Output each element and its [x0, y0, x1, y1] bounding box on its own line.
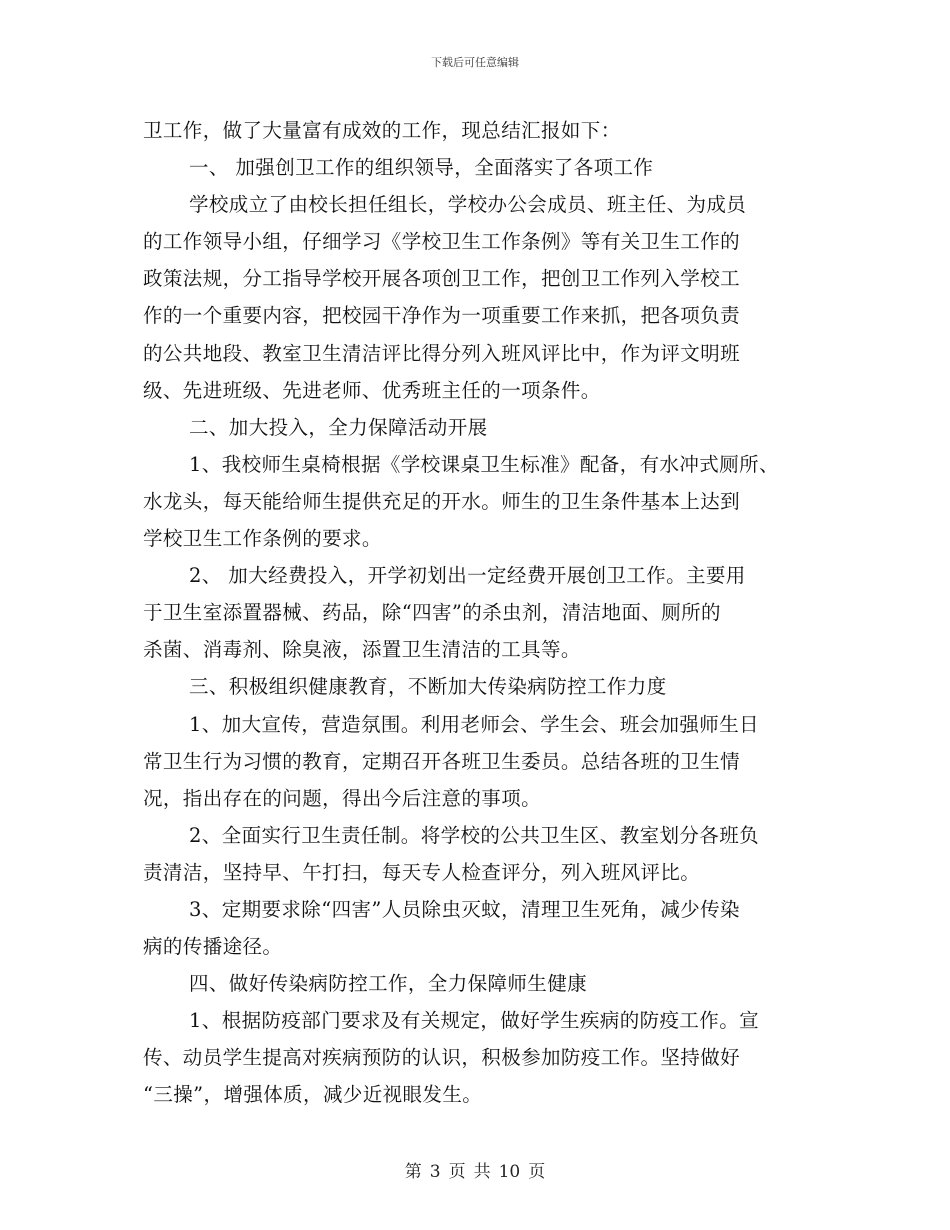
body-line: 1、我校师生桌椅根据《学校课桌卫生标准》配备，有水冲式厕所、 [189, 452, 779, 476]
body-line: 1、根据防疫部门要求及有关规定，做好学生疾病的防疫工作。宣 [189, 1009, 760, 1033]
body-line: 杀菌、消毒剂、除臭液，添置卫生清洁的工具等。 [143, 638, 581, 662]
body-line: 3、定期要求除“四害”人员除虫灭蚊，清理卫生死角，减少传染 [189, 897, 740, 921]
body-line: 学校成立了由校长担任组长，学校办公会成员、班主任、为成员 [189, 193, 747, 217]
body-line: 传、动员学生提高对疾病预防的认识，积极参加防疫工作。坚持做好 [143, 1046, 741, 1070]
body-line: 水龙头，每天能给师生提供充足的开水。师生的卫生条件基本上达到 [143, 489, 741, 513]
body-line: 的工作领导小组，仔细学习《学校卫生工作条例》等有关卫生工作的 [143, 230, 741, 254]
section-heading: 四、做好传染病防控工作，全力保障师生健康 [189, 972, 588, 996]
page-footer [0, 1157, 950, 1182]
body-line: 病的传播途径。 [143, 935, 283, 959]
body-line: 作的一个重要内容，把校园干净作为一项重要工作来抓，把各项负责 [143, 304, 741, 328]
body-line: 政策法规，分工指导学校开展各项创卫工作，把创卫工作列入学校工 [143, 267, 741, 291]
total-unit: 页 [528, 1162, 546, 1182]
body-line: “三操”，增强体质，减少近视眼发生。 [143, 1083, 483, 1107]
body-line: 况，指出存在的问题，得出今后注意的事项。 [143, 786, 542, 810]
body-line: 于卫生室添置器械、药品，除“四害”的杀虫剂，清洁地面、厕所的 [143, 601, 721, 625]
total-page-count: 10 [498, 1162, 521, 1182]
section-heading: 二、加大投入，全力保障活动开展 [189, 415, 488, 439]
current-page-number: 3 [429, 1162, 441, 1182]
body-line: 责清洁，坚持早、午打扫，每天专人检查评分，列入班风评比。 [143, 860, 701, 884]
body-line: 2、全面实行卫生责任制。将学校的公共卫生区、教室划分各班负 [189, 823, 760, 847]
body-line: 学校卫生工作条例的要求。 [143, 527, 382, 551]
section-heading: 三、积极组织健康教育，不断加大传染病防控工作力度 [189, 675, 667, 699]
body-line: 卫工作，做了大量富有成效的工作，现总结汇报如下： [143, 119, 621, 142]
body-line: 2、 加大经费投入，开学初划出一定经费开展创卫工作。主要用 [189, 564, 746, 588]
body-line: 1、加大宣传，营造氛围。利用老师会、学生会、班会加强师生日 [189, 712, 760, 736]
document-body [143, 112, 823, 1114]
total-label: 共 [473, 1162, 491, 1182]
body-line: 常卫生行为习惯的教育，定期召开各班卫生委员。总结各班的卫生情 [143, 749, 741, 773]
page-unit: 页 [448, 1162, 466, 1182]
body-line: 的公共地段、教室卫生清洁评比得分列入班风评比中，作为评文明班 [143, 341, 741, 365]
section-heading: 一、 加强创卫工作的组织领导，全面落实了各项工作 [189, 156, 654, 180]
page-header: 下载后可任意编辑 [431, 56, 519, 69]
page-label: 第 [404, 1162, 422, 1182]
body-line: 级、先进班级、先进老师、优秀班主任的一项条件。 [143, 378, 601, 402]
